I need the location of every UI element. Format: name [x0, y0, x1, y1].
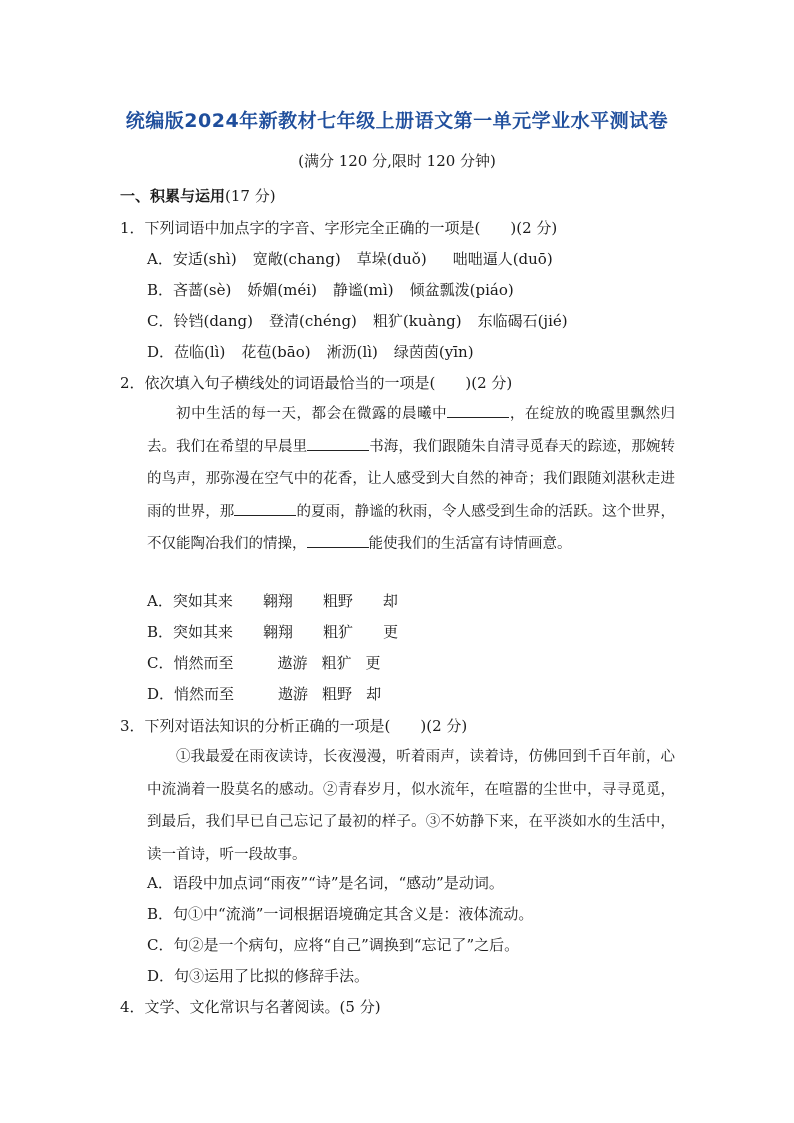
- question-3-stem: 3．下列对语法知识的分析正确的一项是( )(2 分): [120, 717, 468, 735]
- question-1-option-a: A．安适(shì) 宽敞(chang) 草垛(duǒ) 咄咄逼人(duō): [147, 250, 553, 268]
- question-2-passage: 初中生活的每一天，都会在微露的晨曦中 ，在绽放的晚霞里飘然归去。我们在希望的早晨里 书海，我们跟随朱自清寻觅春天的踪迹，那婉转的鸟声，那弥漫在空气中的花香，让人感受到大自然的神奇；我们跟随刘湛秋走进雨的世界，那 的夏雨，静谧的秋雨，令人感受到生命的活跃。这个世界，不仅能陶冶我们的情操， 能使我们的生活富有诗情画意。: [147, 398, 675, 561]
- exam-subtitle: (满分 120 分,限时 120 分钟): [298, 152, 496, 170]
- question-1-option-d: D．莅临(lì) 花苞(bāo) 淅沥(lì) 绿茵茵(yīn): [147, 343, 474, 361]
- section-name: 一、积累与运用: [120, 187, 226, 205]
- section-score: (17 分): [225, 187, 276, 205]
- question-2-option-a: A．突如其来 翱翔 粗野 却: [147, 592, 398, 610]
- question-3-passage: ①我最爱在雨夜读诗，长夜漫漫，听着雨声，读着诗，仿佛回到千百年前，心中流淌着一股莫名的感动。②青春岁月，似水流年，在喧嚣的尘世中，寻寻觅觅，到最后，我们早已自己忘记了最初的样子。③不妨静下来，在平淡如水的生活中，读一首诗，听一段故事。: [147, 749, 675, 863]
- question-1-option-b: B．吝蔷(sè) 娇媚(méi) 静谧(mì) 倾盆瓢泼(piáo): [147, 281, 514, 299]
- question-2-option-d: D．悄然而至 遨游 粗野 却: [147, 685, 382, 703]
- question-4-stem: 4．文学、文化常识与名著阅读。(5 分): [120, 998, 381, 1016]
- question-3-option-d: D．句③运用了比拟的修辞手法。: [147, 967, 370, 985]
- question-3-option-a: A．语段中加点词“雨夜”“诗”是名词，“感动”是动词。: [147, 874, 504, 892]
- question-2-stem: 2．依次填入句子横线处的词语最恰当的一项是( )(2 分): [120, 374, 513, 392]
- answer-blank-1[interactable]: [447, 403, 509, 418]
- question-2-option-b: B．突如其来 翱翔 粗犷 更: [147, 623, 399, 641]
- answer-blank-3[interactable]: [234, 501, 296, 516]
- question-3-option-b: B．句①中“流淌”一词根据语境确定其含义是：液体流动。: [147, 905, 534, 923]
- answer-blank-2[interactable]: [307, 436, 369, 451]
- question-1-stem: 1．下列词语中加点字的字音、字形完全正确的一项是( )(2 分): [120, 219, 558, 237]
- answer-blank-4[interactable]: [307, 533, 369, 548]
- section-heading: [120, 186, 276, 206]
- exam-title: 统编版2024年新教材七年级上册语文第一单元学业水平测试卷: [125, 110, 669, 132]
- question-1-option-c: C．铃铛(dang) 登清(chéng) 粗犷(kuàng) 东临碣石(jié): [147, 312, 568, 330]
- question-2-option-c: C．悄然而至 遨游 粗犷 更: [147, 654, 381, 672]
- question-3-option-c: C．句②是一个病句，应将“自己”调换到“忘记了”之后。: [147, 936, 520, 954]
